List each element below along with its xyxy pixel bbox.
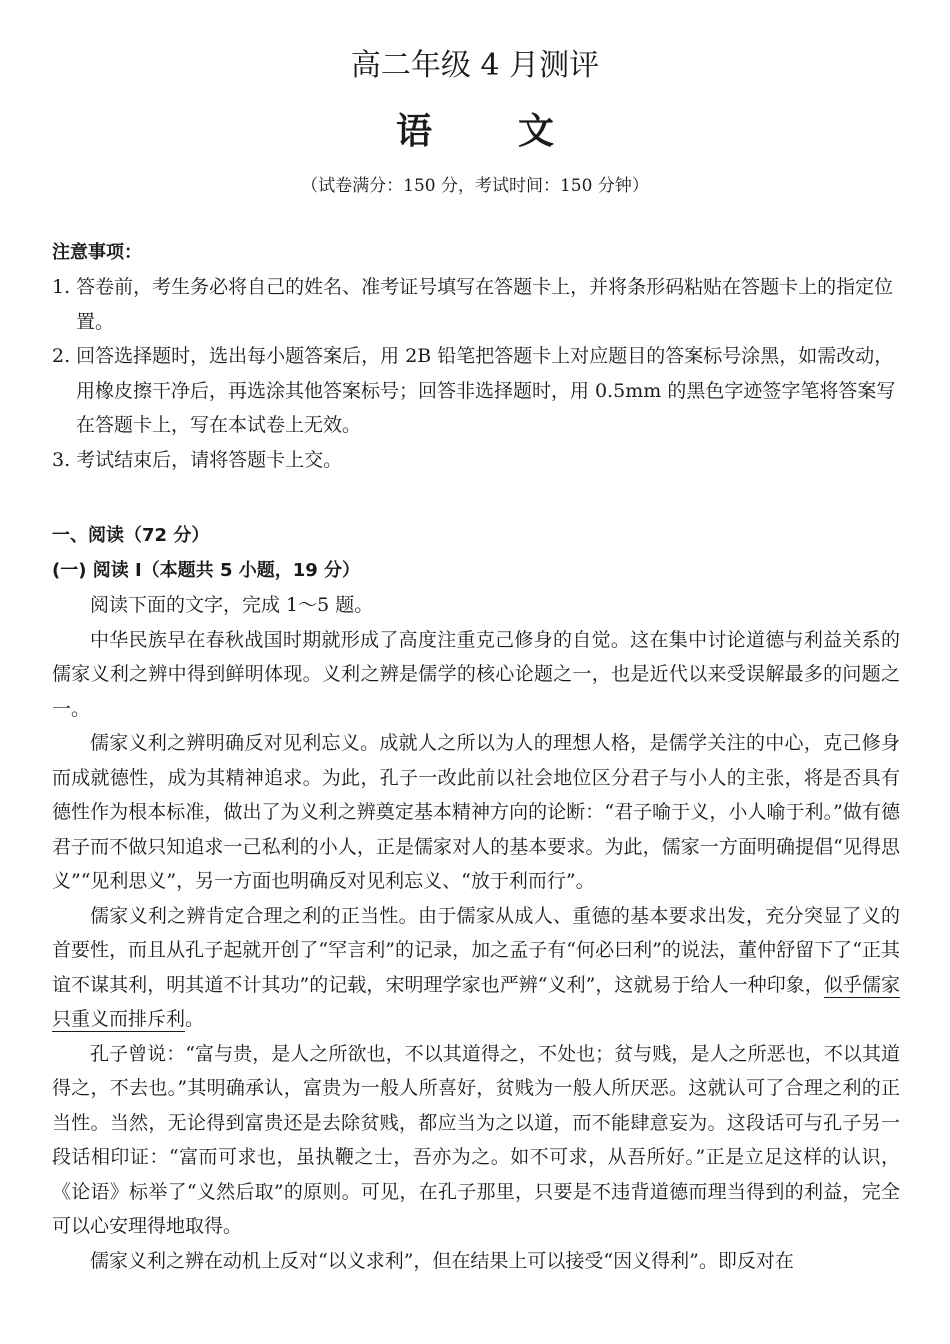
- exam-title: 高二年级 4 月测评: [350, 48, 600, 83]
- notice-item-1: 1. 答卷前，考生务必将自己的姓名、准考证号填写在答题卡上，并将条形码粘贴在答题卡上的指定位置。: [52, 276, 894, 333]
- notice-item-3: 3. 考试结束后，请将答题卡上交。: [52, 448, 343, 471]
- paragraph-3-end: 。: [185, 1008, 205, 1030]
- passage-paragraph-1: 中华民族早在春秋战国时期就形成了高度注重克己修身的自觉。这在集中讨论道德与利益关系的儒家义利之辨中得到鲜明体现。义利之辨是儒学的核心论题之一，也是近代以来受误解最多的问题之一。: [52, 628, 900, 720]
- paragraph-3-text: 儒家义利之辨肯定合理之利的正当性。由于儒家从成人、重德的基本要求出发，充分突显了义的首要性，而且从孔子起就开创了“罕言利”的记录，加之孟子有“何必曰利”的说法，董仲舒留下了“正其谊不谋其利，明其道不计其功”的记载，宋明理学家也严辨“义利”，这就易于给人一种印象，: [52, 904, 900, 996]
- subsection-heading: (一) 阅读 Ⅰ（本题共 5 小题，19 分）: [52, 559, 361, 581]
- passage-paragraph-4: 孔子曾说：“富与贵，是人之所欲也，不以其道得之，不处也；贫与贱，是人之所恶也，不以其道得之，不去也。”其明确承认，富贵为一般人所喜好，贫贱为一般人所厌恶。这就认可了合理之利的正当性。当然，无论得到富贵还是去除贫贱，都应当为之以道，而不能肆意妄为。这段话可与孔子另一段话相印证：“富而可求也，虽执鞭之士，吾亦为之。如不可求，从吾所好。”正是立足这样的认识，《论语》标举了“义然后取”的原则。可见，在孔子那里，只要是不违背道德而理当得到的利益，完全可以心安理得地取得。: [52, 1042, 900, 1237]
- subject-char-1: 语: [395, 110, 432, 152]
- subject-char-2: 文: [518, 110, 555, 152]
- notice-heading: 注意事项：: [52, 242, 142, 263]
- underlined-sentence: 似乎儒家只重义而排斥利: [52, 973, 900, 1030]
- notice-item-2: 2. 回答选择题时，选出每小题答案后，用 2B 铅笔把答题卡上对应题目的答案标号涂黑，如需改动，用橡皮擦干净后，再选涂其他答案标号；回答非选择题时，用 0.5mm 的黑色字迹签字笔将答案写在答题卡上，写在本试卷上无效。: [52, 345, 896, 436]
- passage-paragraph-3: [52, 899, 900, 1037]
- subject-title: [0, 106, 950, 156]
- exam-info: （试卷满分：150 分，考试时间：150 分钟）: [301, 176, 649, 196]
- exam-content: [52, 236, 900, 1278]
- passage-paragraph-2: 儒家义利之辨明确反对见利忘义。成就人之所以为人的理想人格，是儒学关注的中心，克己修身而成就德性，成为其精神追求。为此，孔子一改此前以社会地位区分君子与小人的主张，将是否具有德性作为根本标准，做出了为义利之辨奠定基本精神方向的论断：“君子喻于义，小人喻于利。”做有德君子而不做只知追求一己私利的小人，正是儒家对人的基本要求。为此，儒家一方面明确提倡“见得思义”“见利思义”，另一方面也明确反对见利忘义、“放于利而行”。: [52, 732, 900, 892]
- section-heading: 一、阅读（72 分）: [52, 525, 210, 546]
- reading-instruction: 阅读下面的文字，完成 1～5 题。: [90, 594, 374, 616]
- passage-paragraph-5: 儒家义利之辨在动机上反对“以义求利”，但在结果上可以接受“因义得利”。即反对在: [90, 1249, 794, 1272]
